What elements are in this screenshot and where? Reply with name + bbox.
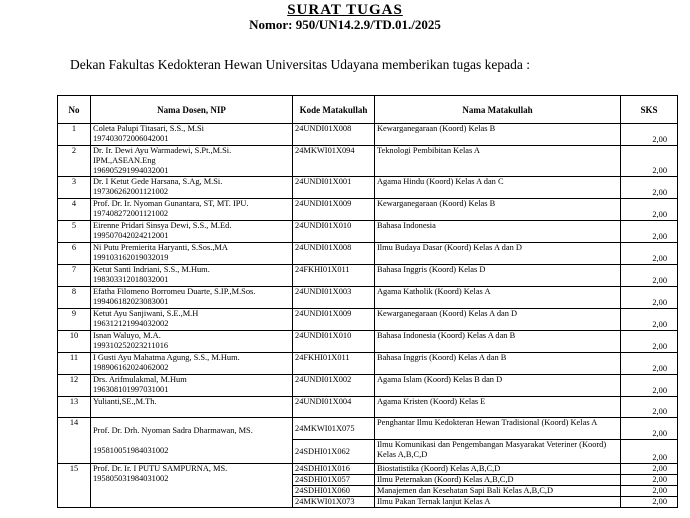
spacer	[93, 436, 290, 446]
credit-value: 2,00	[621, 331, 678, 353]
lecturer-cell	[91, 177, 293, 199]
credit-value: 2,00	[621, 497, 678, 508]
course-code: 24UNDI01X010	[293, 331, 375, 353]
course-name: Bahasa Inggris (Koord) Kelas D	[375, 265, 621, 287]
course-code: 24UNDI01X008	[293, 124, 375, 146]
table-row	[58, 464, 678, 475]
course-name: Ilmu Komunikasi dan Pengembangan Masyarakat Veteriner (Koord) Kelas A,B,C,D	[375, 440, 621, 464]
table-row	[58, 418, 678, 440]
credit-value: 2,00	[621, 124, 678, 146]
lecturer-cell	[91, 397, 293, 418]
table-row	[58, 146, 678, 177]
course-name: Teknologi Pembibitan Kelas A	[375, 146, 621, 177]
row-number: 14	[58, 418, 91, 464]
course-name: Manajemen dan Kesehatan Sapi Bali Kelas A,B,C,D	[375, 486, 621, 497]
course-code: 24UNDI01X004	[293, 397, 375, 418]
lecturer-nip: 196308101997031001	[93, 385, 169, 394]
credit-value: 2,00	[621, 265, 678, 287]
lecturer-nip: 196312121994032002	[93, 319, 169, 328]
lecturer-cell	[91, 221, 293, 243]
row-number: 11	[58, 353, 91, 375]
lecturer-nip: 199310252023211016	[93, 341, 169, 350]
lecturer-nip: 197403072006042001	[93, 134, 169, 143]
table-row	[58, 375, 678, 397]
credit-value: 2,00	[621, 440, 678, 464]
row-number: 12	[58, 375, 91, 397]
course-name: Agama Islam (Koord) Kelas B dan D	[375, 375, 621, 397]
intro-text: Dekan Fakultas Kedokteran Hewan Universitas Udayana memberikan tugas kepada :	[70, 57, 530, 72]
course-name: Bahasa Indonesia	[375, 221, 621, 243]
row-number: 5	[58, 221, 91, 243]
lecturer-cell	[91, 199, 293, 221]
row-number: 8	[58, 287, 91, 309]
course-code: 24SDHI01X062	[293, 440, 375, 464]
course-code: 24SDHI01X060	[293, 486, 375, 497]
course-name: Kewarganegaraan (Koord) Kelas A dan D	[375, 309, 621, 331]
lecturer-name: I Gusti Ayu Mahatma Agung, S.S., M.Hum.	[93, 353, 240, 362]
lecturer-cell	[91, 265, 293, 287]
lecturer-name: Prof. Dr. Ir. I PUTU SAMPURNA, MS.	[93, 464, 228, 473]
table-row	[58, 221, 678, 243]
credit-value: 2,00	[621, 221, 678, 243]
header-no: No	[58, 96, 91, 124]
credit-value: 2,00	[621, 243, 678, 265]
lecturer-name: Isnan Waluyo, M.A.	[93, 331, 161, 340]
lecturer-nip: 199507042024212001	[93, 231, 169, 240]
lecturer-cell	[91, 464, 293, 508]
table-row	[58, 243, 678, 265]
table-row	[58, 124, 678, 146]
table-row	[58, 309, 678, 331]
header-sks: SKS	[621, 96, 678, 124]
row-number: 15	[58, 464, 91, 508]
course-code: 24UNDI01X009	[293, 309, 375, 331]
lecturer-nip: 199406182023083001	[93, 297, 169, 306]
credit-value: 2,00	[621, 397, 678, 418]
credit-value: 2,00	[621, 199, 678, 221]
row-number: 10	[58, 331, 91, 353]
header-dosen: Nama Dosen, NIP	[91, 96, 293, 124]
lecturer-name: Ketut Ayu Sanjiwani, S.E.,M.H	[93, 309, 199, 318]
course-code: 24UNDI01X009	[293, 199, 375, 221]
header-kode: Kode Matakullah	[293, 96, 375, 124]
lecturer-nip: 199103162019032019	[93, 253, 169, 262]
row-number: 7	[58, 265, 91, 287]
letter-title: SURAT TUGAS	[287, 2, 403, 18]
credit-value: 2,00	[621, 287, 678, 309]
lecturer-cell	[91, 287, 293, 309]
credit-value: 2,00	[621, 309, 678, 331]
course-name: Agama Kristen (Koord) Kelas E	[375, 397, 621, 418]
table-row	[58, 177, 678, 199]
course-code: 24UNDI01X003	[293, 287, 375, 309]
course-name: Ilmu Pakan Ternak lanjut Kelas A	[375, 497, 621, 508]
credit-value: 2,00	[621, 418, 678, 440]
table-row	[58, 199, 678, 221]
row-number: 3	[58, 177, 91, 199]
lecturer-name: Dr. I Ketut Gede Harsana, S.Ag, M.Si.	[93, 177, 223, 186]
lecturer-nip: 195805031984031002	[93, 474, 169, 483]
row-number: 9	[58, 309, 91, 331]
row-number: 13	[58, 397, 91, 418]
credit-value: 2,00	[621, 177, 678, 199]
lecturer-cell	[91, 331, 293, 353]
lecturer-nip: 198303312018032001	[93, 275, 169, 284]
course-name: Kewarganegaraan (Koord) Kelas B	[375, 199, 621, 221]
row-number: 4	[58, 199, 91, 221]
header-matkul: Nama Matakullah	[375, 96, 621, 124]
table-row	[58, 265, 678, 287]
lecturer-name: Prof. Dr. Drh. Nyoman Sadra Dharmawan, MS.	[93, 425, 253, 435]
lecturer-name: Ketut Santi Indriani, S.S., M.Hum.	[93, 265, 210, 274]
lecturer-name: Efatha Filomeno Borromeu Duarte, S.IP.,M.Sos.	[93, 287, 256, 296]
row-number: 2	[58, 146, 91, 177]
table-row	[58, 397, 678, 418]
course-code: 24FKHI01X011	[293, 353, 375, 375]
course-name: Ilmu Budaya Dasar (Koord) Kelas A dan D	[375, 243, 621, 265]
course-code: 24UNDI01X001	[293, 177, 375, 199]
lecturer-name: Yulianti,SE.,M.Th.	[93, 397, 157, 406]
lecturer-name: Drs. Arifmulakmal, M.Hum	[93, 375, 187, 384]
lecturer-cell	[91, 353, 293, 375]
course-code: 24MKWI01X075	[293, 418, 375, 440]
lecturer-name: Eirenne Pridari Sinsya Dewi, S.S., M.Ed.	[93, 221, 232, 230]
course-code: 24UNDI01X008	[293, 243, 375, 265]
lecturer-nip: 197408272001121002	[93, 209, 169, 218]
lecturer-nip: 198906162024062002	[93, 363, 169, 372]
course-name: Agama Hindu (Koord) Kelas A dan C	[375, 177, 621, 199]
lecturer-cell	[91, 124, 293, 146]
course-code: 24FKHI01X011	[293, 265, 375, 287]
table-row	[58, 331, 678, 353]
course-name: Biostatistika (Koord) Kelas A,B,C,D	[375, 464, 621, 475]
table-header-row	[58, 96, 678, 124]
credit-value: 2,00	[621, 375, 678, 397]
credit-value: 2,00	[621, 146, 678, 177]
credit-value: 2,00	[621, 475, 678, 486]
credit-value: 2,00	[621, 464, 678, 475]
lecturer-name: Ni Putu Premierita Haryanti, S.Sos.,MA	[93, 243, 228, 252]
lecturer-name: Dr. Ir. Dewi Ayu Warmadewi, S.Pt.,M.Si. IPM.,ASEAN.Eng	[93, 146, 232, 165]
lecturer-cell	[91, 309, 293, 331]
course-code: 24UNDI01X010	[293, 221, 375, 243]
table-body	[58, 124, 678, 508]
course-code: 24UNDI01X002	[293, 375, 375, 397]
row-number: 1	[58, 124, 91, 146]
course-code: 24SDHI01X016	[293, 464, 375, 475]
course-code: 24MKWI01X073	[293, 497, 375, 508]
credit-value: 2,00	[621, 486, 678, 497]
course-code: 24MKWI01X094	[293, 146, 375, 177]
lecturer-cell	[91, 375, 293, 397]
course-code: 24SDHI01X057	[293, 475, 375, 486]
letter-number: Nomor: 950/UN14.2.9/TD.01./2025	[249, 17, 441, 32]
row-number: 6	[58, 243, 91, 265]
lecturer-cell	[91, 418, 293, 464]
course-name: Penghantar Ilmu Kedokteran Hewan Tradisional (Koord) Kelas A	[375, 418, 621, 440]
credit-value: 2,00	[621, 353, 678, 375]
course-name: Kewarganegaraan (Koord) Kelas B	[375, 124, 621, 146]
lecturer-cell	[91, 243, 293, 265]
assignment-table	[57, 95, 678, 508]
course-name: Bahasa Inggris (Koord) Kelas A dan B	[375, 353, 621, 375]
lecturer-name: Prof. Dr. Ir. Nyoman Gunantara, ST, MT. IPU.	[93, 199, 249, 208]
lecturer-nip: 197306262001121002	[93, 187, 169, 196]
lecturer-nip: 196905291994032001	[93, 166, 169, 175]
table-row	[58, 353, 678, 375]
course-name: Agama Katholik (Koord) Kelas A	[375, 287, 621, 309]
lecturer-name: Coleta Palupi Titasari, S.S., M.Si	[93, 124, 204, 133]
lecturer-nip: 195810051984031002	[93, 445, 169, 455]
course-name: Ilmu Peternakan (Koord) Kelas A,B,C,D	[375, 475, 621, 486]
course-name: Bahasa Indonesia (Koord) Kelas A dan B	[375, 331, 621, 353]
table-row	[58, 287, 678, 309]
lecturer-cell	[91, 146, 293, 177]
